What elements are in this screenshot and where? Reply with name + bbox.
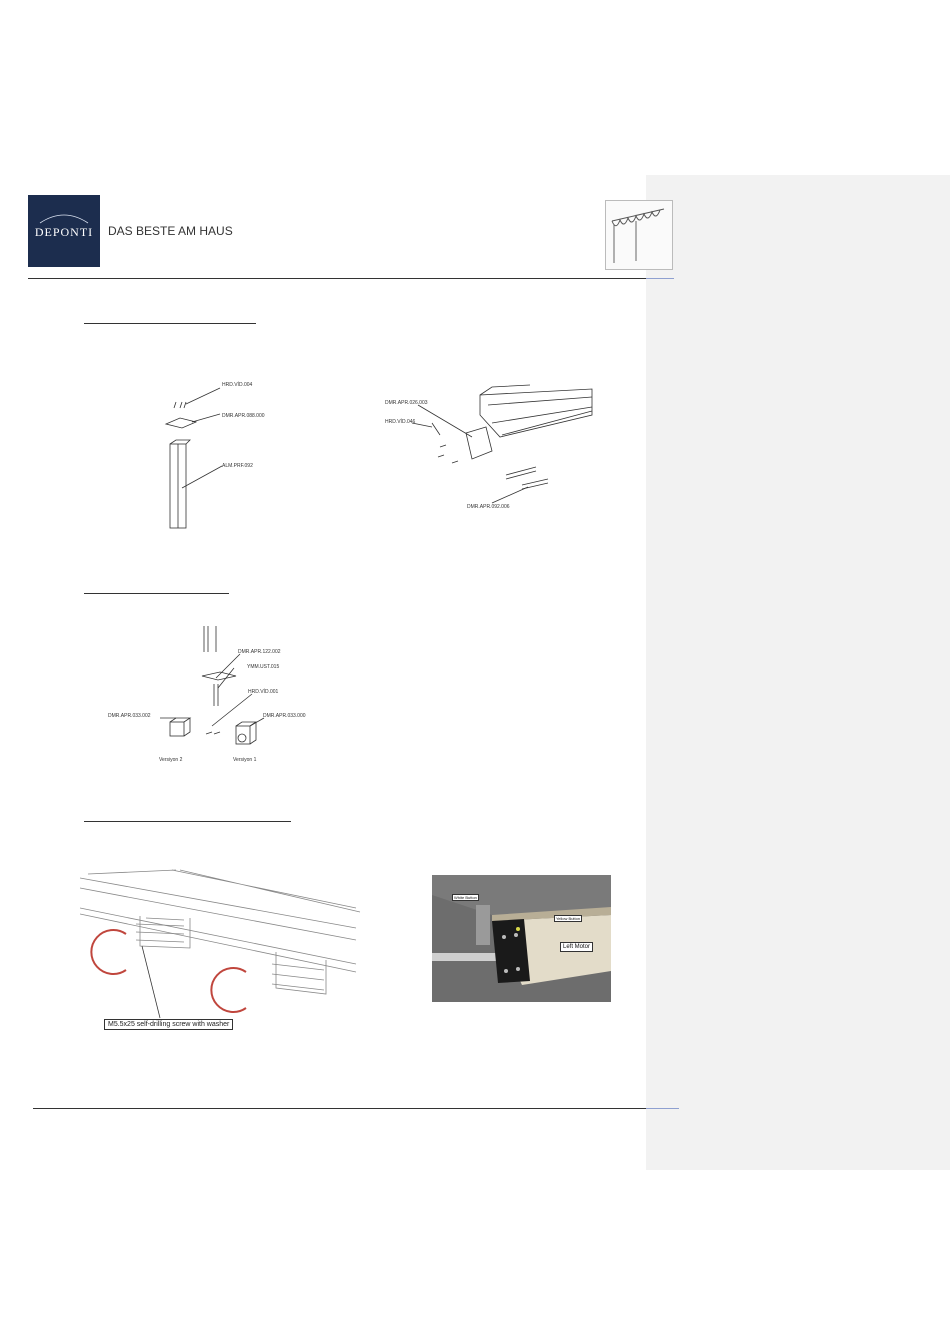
footer-rule (33, 1108, 679, 1109)
figure-3-label-4: DMR.APR.033.002 (108, 713, 151, 719)
figure-5-label-white-button: White Button (454, 895, 477, 900)
figure-3-version-1: Versiyon 1 (233, 757, 257, 763)
section-1-heading-line (84, 323, 256, 324)
figure-2-gutter-drawing (380, 375, 610, 525)
deponti-logo (28, 195, 100, 267)
header-rule (28, 278, 674, 279)
section-3-heading-line (84, 821, 291, 822)
figure-1-label-2: DMR.APR.088.000 (222, 413, 265, 419)
figure-3-label-2: YMM.UST.015 (247, 664, 280, 670)
figure-2-label-1: DMR.APR.026.003 (385, 400, 428, 406)
figure-3-base-drawing (100, 622, 320, 772)
figure-5-label-yellow-button: Yellow Button (556, 916, 581, 921)
figure-3-version-2: Versiyon 2 (159, 757, 183, 763)
figure-5-label-left-motor: Left Motor (560, 942, 593, 952)
figure-4-callout: M5.5x25 self-drilling screw with washer (104, 1019, 233, 1030)
figure-3-label-5: DMR.APR.033.000 (263, 713, 306, 719)
figure-2-label-3: DMR.APR.092.006 (467, 504, 510, 510)
awning-icon (605, 200, 673, 270)
figure-2-label-2: HRD.VİD.046 (385, 419, 416, 425)
figure-1-label-3: ALM.PRF.092 (222, 463, 253, 469)
footer-rule-accent (646, 1108, 679, 1109)
figure-4-beam-drawing (80, 868, 370, 1038)
figure-1-label-1: HRD.VİD.004 (222, 382, 253, 388)
comment-side-panel (646, 175, 950, 1170)
logo-wordmark: DEPONTI (34, 225, 94, 239)
figure-3-label-3: HRD.VİD.001 (248, 689, 279, 695)
header-rule-accent (646, 278, 674, 279)
figure-1-post-drawing (150, 370, 290, 540)
figure-5-motor-photo (432, 875, 611, 1002)
figure-3-label-1: DMR.APR.122.002 (238, 649, 281, 655)
header-tagline: DAS BESTE AM HAUS (108, 224, 233, 238)
section-2-heading-line (84, 593, 229, 594)
